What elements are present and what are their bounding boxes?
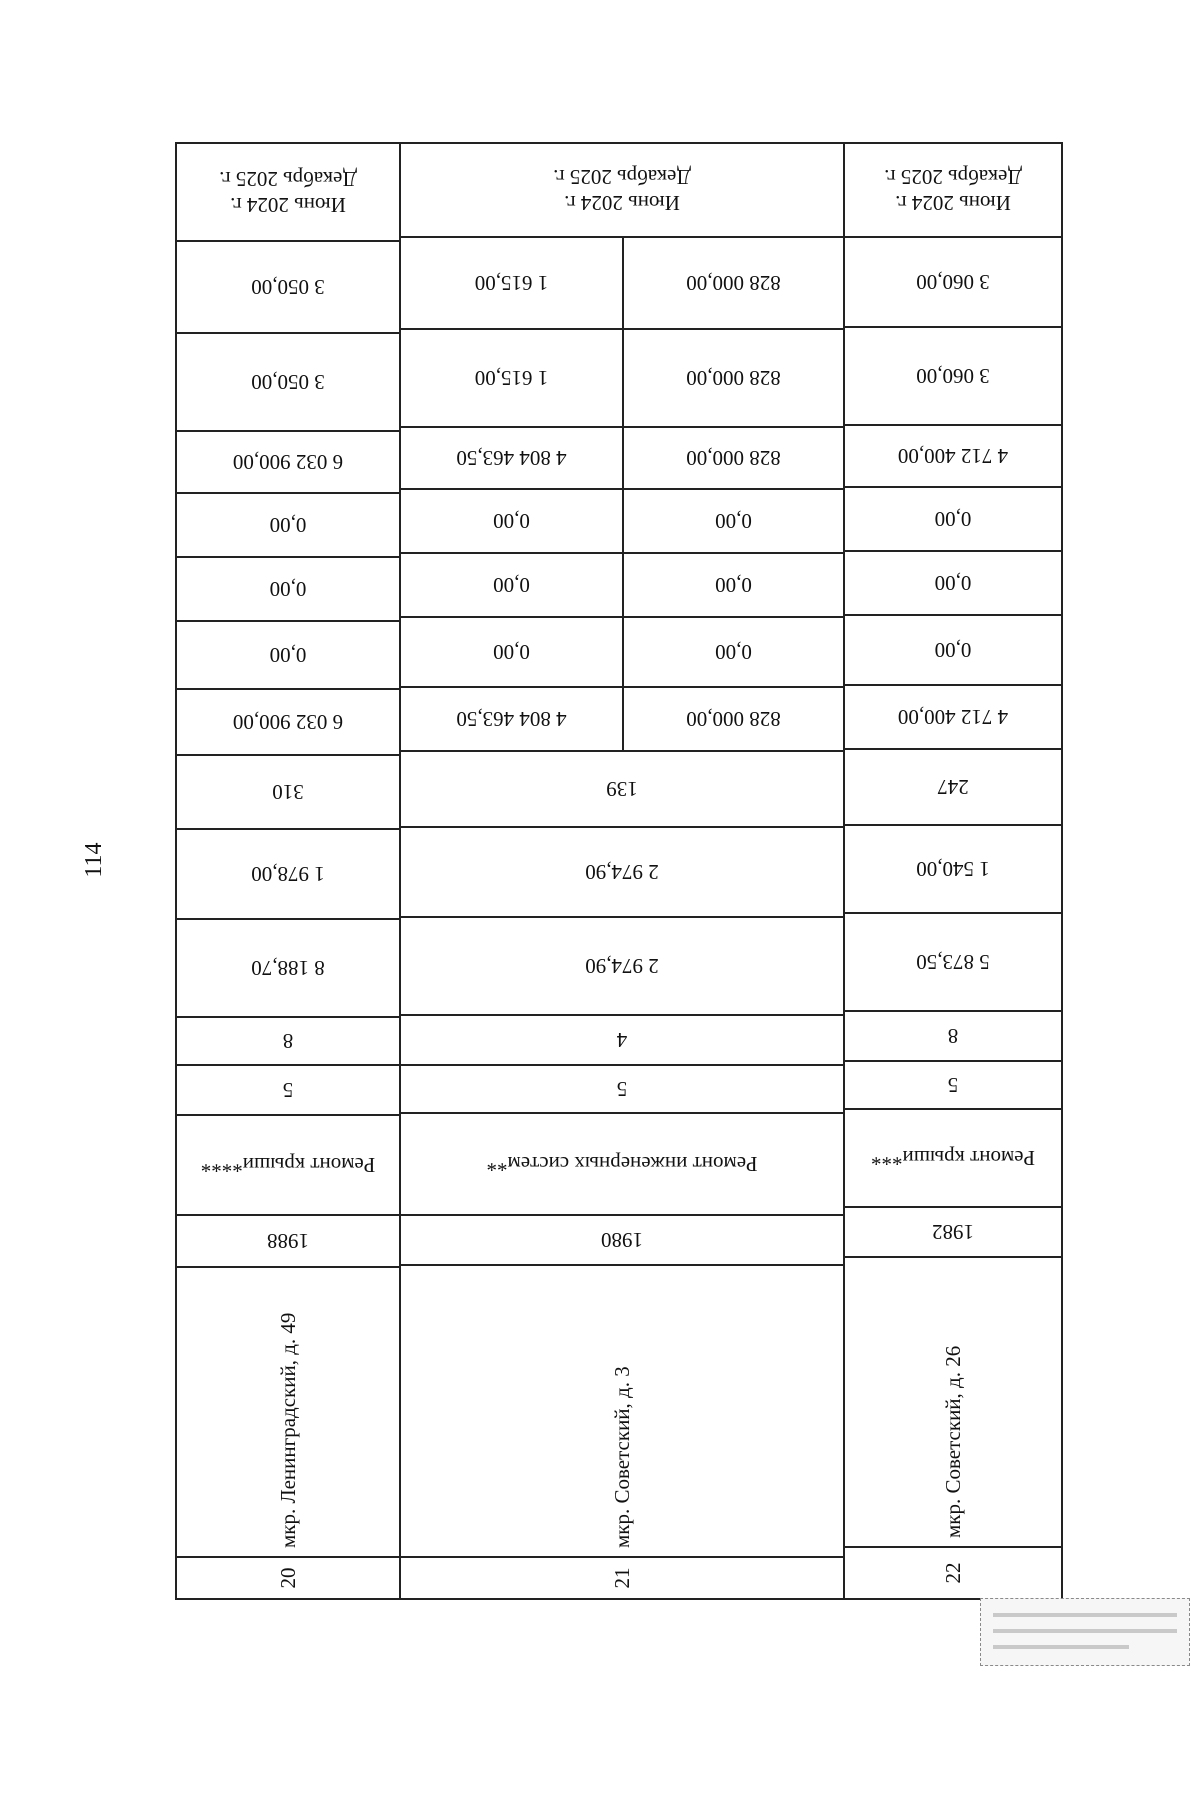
zero2-value-a: 0,00	[493, 573, 530, 598]
year: 1988	[267, 1229, 309, 1254]
cost-total2-cell	[845, 426, 1061, 488]
value-a: 8 188,70	[251, 956, 325, 981]
cost-per-unit-value: 3 060,00	[916, 364, 990, 389]
work-type: Ремонт крыши***	[871, 1146, 1035, 1171]
row-number-cell	[401, 1558, 843, 1598]
row-number: 22	[940, 1562, 965, 1584]
value-a-cell	[177, 920, 399, 1018]
zero2-value: 0,00	[934, 571, 972, 596]
zero2-value-b: 0,00	[715, 573, 752, 598]
work-type: Ремонт крыши****	[200, 1153, 376, 1178]
value-c-cell	[177, 756, 399, 830]
cost-per-unit-cell	[177, 334, 399, 432]
value-4-cell	[401, 1016, 843, 1066]
value-4: 8	[947, 1024, 959, 1049]
address: мкр. Ленинградский, д. 49	[275, 1312, 300, 1548]
cost-total-value-b: 828 000,00	[686, 707, 781, 732]
zero3-value-b: 0,00	[715, 509, 752, 534]
zero1-value: 0,00	[934, 638, 972, 663]
work-type: Ремонт инженерных систем**	[486, 1152, 758, 1177]
zero2-value: 0,00	[269, 577, 307, 602]
page-number: 114	[81, 842, 107, 878]
cost-per-unit-value: 3 050,00	[251, 370, 325, 395]
value-c-cell	[845, 750, 1061, 826]
cost-limit-value: 3 060,00	[916, 270, 990, 295]
cost-total2-value: 4 712 400,00	[897, 444, 1009, 469]
value-c: 139	[606, 777, 638, 802]
value-4-cell	[845, 1012, 1061, 1062]
estimate-table	[175, 142, 1063, 1600]
zero1-cell	[845, 616, 1061, 686]
row-number-cell	[177, 1558, 399, 1598]
year: 1982	[932, 1220, 974, 1245]
value-5-cell	[401, 1066, 843, 1114]
value-b: 2 974,90	[585, 860, 659, 885]
zero3-value-a: 0,00	[493, 509, 530, 534]
value-c: 247	[937, 775, 969, 800]
cost-total-cell	[845, 686, 1061, 750]
cost-total-cell	[401, 688, 843, 752]
zero3-cell	[177, 494, 399, 558]
period-cell	[401, 144, 843, 238]
zero1-value: 0,00	[269, 643, 307, 668]
value-c-cell	[401, 752, 843, 828]
cost-limit-cell	[845, 238, 1061, 328]
zero1-cell	[401, 618, 843, 688]
value-a-cell	[401, 918, 843, 1016]
zero2-cell	[177, 558, 399, 622]
work-type-cell	[401, 1114, 843, 1216]
cost-per-unit-value-b: 828 000,00	[686, 366, 781, 391]
zero3-cell	[845, 488, 1061, 552]
cost-total-value: 6 032 900,00	[232, 710, 344, 735]
zero1-value-b: 0,00	[715, 640, 752, 665]
zero1-cell	[177, 622, 399, 690]
cost-total2-value: 6 032 900,00	[232, 450, 344, 475]
period-cell	[177, 144, 399, 242]
address: мкр. Советский, д. 26	[940, 1345, 965, 1538]
zero3-value: 0,00	[269, 513, 307, 538]
cost-per-unit-cell	[401, 330, 843, 428]
value-5: 5	[282, 1078, 294, 1103]
cost-total2-value-b: 828 000,00	[686, 446, 781, 471]
zero2-cell	[401, 554, 843, 618]
zero3-cell	[401, 490, 843, 554]
period-text: Июнь 2024 г. Декабрь 2025 г.	[219, 167, 357, 218]
value-a-cell	[845, 914, 1061, 1012]
value-a: 2 974,90	[585, 954, 659, 979]
value-b-cell	[401, 828, 843, 918]
value-b-cell	[177, 830, 399, 920]
period-cell	[845, 144, 1061, 238]
value-4-cell	[177, 1018, 399, 1066]
value-5-cell	[177, 1066, 399, 1116]
cost-total-value: 4 712 400,00	[897, 705, 1009, 730]
cost-limit-value: 3 050,00	[251, 275, 325, 300]
value-b: 1 978,00	[251, 862, 325, 887]
row-21	[399, 144, 845, 1598]
approval-stamp	[980, 1598, 1190, 1666]
cost-limit-value-b: 828 000,00	[686, 271, 781, 296]
row-20	[177, 144, 399, 1598]
value-a: 5 873,50	[916, 950, 990, 975]
period-text: Июнь 2024 г. Декабрь 2025 г.	[884, 165, 1022, 216]
row-22	[845, 144, 1061, 1598]
value-b-cell	[845, 826, 1061, 914]
year: 1980	[601, 1228, 643, 1253]
cost-per-unit-cell	[845, 328, 1061, 426]
cost-limit-value-a: 1 615,00	[474, 271, 549, 296]
row-number-cell	[845, 1548, 1061, 1598]
cost-total-value-a: 4 804 463,50	[456, 707, 567, 732]
value-5-cell	[845, 1062, 1061, 1110]
row-number: 20	[275, 1567, 300, 1589]
value-b: 1 540,00	[916, 857, 990, 882]
work-type-cell	[845, 1110, 1061, 1208]
cost-total2-cell	[401, 428, 843, 490]
period-text: Июнь 2024 г. Декабрь 2025 г.	[553, 165, 691, 216]
value-c: 310	[272, 780, 304, 805]
value-4: 4	[616, 1028, 628, 1053]
value-4: 8	[282, 1029, 294, 1054]
cost-per-unit-value-a: 1 615,00	[474, 366, 549, 391]
value-5: 5	[616, 1077, 628, 1102]
address: мкр. Советский, д. 3	[609, 1366, 634, 1548]
cost-limit-cell	[401, 238, 843, 330]
cost-limit-cell	[177, 242, 399, 334]
zero1-value-a: 0,00	[493, 640, 530, 665]
cost-total2-value-a: 4 804 463,50	[456, 446, 567, 471]
row-number: 21	[609, 1567, 634, 1589]
work-type-cell	[177, 1116, 399, 1216]
zero3-value: 0,00	[934, 507, 972, 532]
value-5: 5	[947, 1073, 959, 1098]
cost-total-cell	[177, 690, 399, 756]
zero2-cell	[845, 552, 1061, 616]
cost-total2-cell	[177, 432, 399, 494]
